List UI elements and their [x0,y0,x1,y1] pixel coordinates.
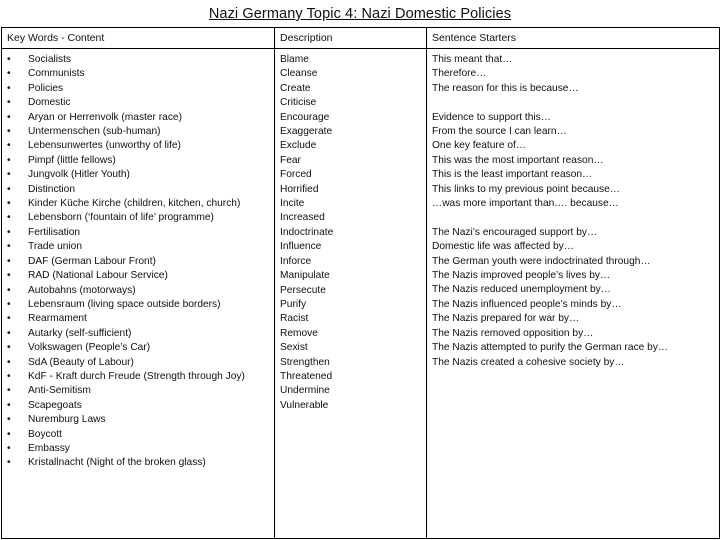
page-title: Nazi Germany Topic 4: Nazi Domestic Policies [208,6,512,22]
starter-item: The Nazis created a cohesive society by… [432,356,625,368]
keyword-item: • Boycott [2,428,274,442]
description-item: Encourage [280,111,330,123]
starter-item: From the source I can learn… [432,126,567,138]
keyword-item: • DAF (German Labour Front) [2,255,274,269]
starter-item: The Nazis attempted to purify the German race by… [432,342,669,354]
starter-item: Evidence to support this… [432,111,551,123]
keyword-item: • KdF - Kraft durch Freude (Strength through Joy) [2,370,274,384]
keyword-item: • Fertilisation [2,226,274,240]
starters-group-2 [427,111,719,212]
description-item: Fear [280,154,301,166]
description-item: Forced [280,169,312,181]
keyword-item: • Rearmament [2,312,274,326]
description-item: Indoctrinate [280,226,334,238]
keyword-item: • Untermenschen (sub-human) [2,125,274,139]
starter-item: Domestic life was affected by… [432,241,574,253]
description-item: Blame [280,54,309,65]
description-item: Remove [280,327,318,339]
keyword-item: • Distinction [2,183,274,197]
description-item: Vulnerable [280,399,329,411]
description-item: Influence [280,241,322,253]
starter-item: The Nazis reduced unemployment by… [432,284,611,296]
description-item: Manipulate [280,270,330,282]
starter-item: This was the most important reason… [432,154,604,166]
keyword-item: • Lebensunwertes (unworthy of life) [2,139,274,153]
keyword-item: • Pimpf (little fellows) [2,154,274,168]
description-item: Threatened [280,370,333,382]
description-item: Undermine [280,385,330,397]
keyword-item: • Domestic [2,96,274,110]
description-item: Sexist [280,342,308,354]
keyword-item: • Anti-Semitism [2,384,274,398]
description-item: Incite [280,198,305,210]
description-item: Strengthen [280,356,330,368]
keyword-item: • Lebensborn (‘fountain of life’ programme) [2,211,274,225]
starter-item: One key feature of… [432,140,527,152]
keyword-item: • SdA (Beauty of Labour) [2,356,274,370]
starters-group-1 [427,49,719,96]
description-item: Racist [280,313,309,325]
description-item: Exclude [280,140,317,152]
keyword-item: • Nuremburg Laws [2,413,274,427]
starter-item: The reason for this is because… [432,82,579,94]
description-item: Create [280,82,311,94]
keyword-item: • RAD (National Labour Service) [2,269,274,283]
keyword-item: • Policies [2,82,274,96]
description-cell [275,49,427,539]
keyword-item: • Volkswagen (People’s Car) [2,341,274,355]
description-list [275,49,426,413]
keyword-item: • Kristallnacht (Night of the broken glass) [2,456,274,470]
keyword-item: • Scapegoats [2,399,274,413]
keyword-item: • Socialists [2,53,274,67]
starter-item: This meant that… [432,54,513,65]
starter-item: This is the least important reason… [432,169,593,181]
description-item: Persecute [280,284,326,296]
starter-item: Therefore… [432,68,487,80]
description-item: Inforce [280,255,312,267]
starters-group-3 [427,226,719,370]
header-keywords: Key Words - Content [2,28,275,49]
description-item: Horrified [280,183,319,195]
description-item: Cleanse [280,68,318,80]
keyword-item: • Autarky (self-sufficient) [2,327,274,341]
description-item: Criticise [280,97,317,109]
keyword-item: • Jungvolk (Hitler Youth) [2,168,274,182]
starter-item: The German youth were indoctrinated through… [432,255,651,267]
starter-item: The Nazi’s encouraged support by… [432,226,598,238]
keyword-item: • Embassy [2,442,274,456]
starter-item: This links to my previous point because… [432,183,620,195]
description-item: Exaggerate [280,126,333,138]
keywords-list [2,49,274,471]
starter-item: The Nazis improved people’s lives by… [432,270,611,282]
header-row [2,28,720,49]
starters-cell [427,49,720,539]
header-description: Description [275,28,427,49]
starter-item: The Nazis removed opposition by… [432,327,594,339]
starter-item: The Nazis prepared for war by… [432,313,580,325]
keywords-cell [2,49,275,539]
keyword-item: • Autobahns (motorways) [2,284,274,298]
keyword-item: • Communists [2,67,274,81]
keyword-item: • Aryan or Herrenvolk (master race) [2,111,274,125]
content-row [2,49,720,539]
keyword-item: • Kinder Küche Kirche (children, kitchen, church) [2,197,274,211]
starter-item: The Nazis influenced people’s minds by… [432,298,622,310]
description-item: Increased [280,212,325,224]
description-item: Purify [280,298,307,310]
keyword-item: • Lebensraum (living space outside borders) [2,298,274,312]
header-starters: Sentence Starters [427,28,720,49]
keyword-item: • Trade union [2,240,274,254]
starter-item: …was more important than…. because… [432,198,619,210]
keyword-table [1,27,720,539]
